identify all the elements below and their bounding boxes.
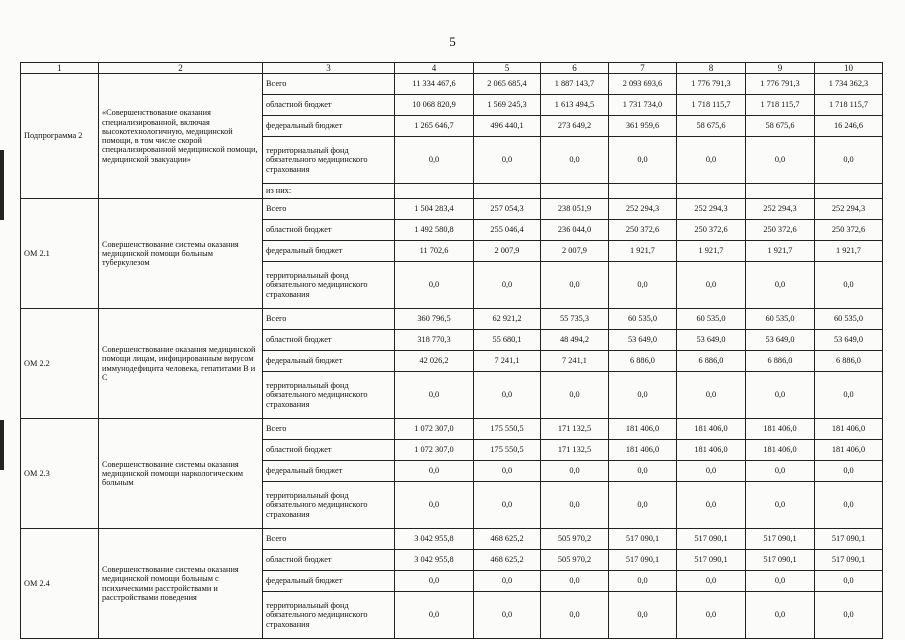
scan-edge-mark [0,420,4,470]
budget-table [20,62,883,639]
page-number: 5 [449,34,456,49]
amount-cell: 0,0 [746,262,815,309]
amount-cell: 0,0 [677,461,746,482]
measure-code: ОМ 2.4 [21,529,99,639]
empty-cell [474,184,541,199]
amount-cell: 0,0 [609,461,677,482]
amount-cell: 58 675,6 [677,116,746,137]
amount-cell: 53 649,0 [746,330,815,351]
amount-cell: 1 731 734,0 [609,95,677,116]
amount-cell: 0,0 [541,262,609,309]
amount-cell: 181 406,0 [815,440,883,461]
amount-cell: 517 090,1 [677,550,746,571]
empty-cell [746,184,815,199]
amount-cell: 252 294,3 [609,199,677,220]
amount-cell: 255 046,4 [474,220,541,241]
amount-cell: 0,0 [677,372,746,419]
column-header: 8 [677,63,746,74]
amount-cell: 0,0 [609,372,677,419]
amount-cell: 0,0 [677,482,746,529]
amount-cell: 181 406,0 [746,419,815,440]
amount-cell: 505 970,2 [541,550,609,571]
amount-cell: 1 072 307,0 [395,440,474,461]
measure-code: ОМ 2.2 [21,309,99,419]
amount-cell: 252 294,3 [677,199,746,220]
column-header: 1 [21,63,99,74]
amount-cell: 2 093 693,6 [609,74,677,95]
amount-cell: 0,0 [815,461,883,482]
amount-cell: 1 776 791,3 [746,74,815,95]
measure-code: Подпрограмма 2 [21,74,99,199]
amount-cell: 0,0 [541,461,609,482]
column-header: 4 [395,63,474,74]
amount-cell: 517 090,1 [677,529,746,550]
amount-cell: 2 065 685,4 [474,74,541,95]
amount-cell: 361 959,6 [609,116,677,137]
amount-cell: 468 625,2 [474,550,541,571]
funding-source: областной бюджет [263,220,395,241]
amount-cell: 0,0 [746,137,815,184]
amount-cell: 1 734 362,3 [815,74,883,95]
amount-cell: 517 090,1 [746,529,815,550]
measure-name: Совершенствование системы оказания медицинской помощи больным туберкулезом [99,199,263,309]
amount-cell: 250 372,6 [677,220,746,241]
amount-cell: 0,0 [474,482,541,529]
amount-cell: 0,0 [541,482,609,529]
amount-cell: 60 535,0 [746,309,815,330]
amount-cell: 0,0 [474,137,541,184]
amount-cell: 1 265 646,7 [395,116,474,137]
scan-edge-mark [0,150,4,220]
amount-cell: 250 372,6 [746,220,815,241]
amount-cell: 1 776 791,3 [677,74,746,95]
amount-cell: 1 921,7 [746,241,815,262]
amount-cell: 11 702,6 [395,241,474,262]
funding-source: территориальный фонд обязательного медицинского страхования [263,137,395,184]
amount-cell: 0,0 [815,137,883,184]
amount-cell: 0,0 [395,592,474,639]
amount-cell: 1 492 580,8 [395,220,474,241]
amount-cell: 11 334 467,6 [395,74,474,95]
amount-cell: 318 770,3 [395,330,474,351]
table-row [21,74,883,95]
amount-cell: 0,0 [541,137,609,184]
amount-cell: 171 132,5 [541,419,609,440]
amount-cell: 0,0 [609,571,677,592]
amount-cell: 0,0 [395,461,474,482]
amount-cell: 3 042 955,8 [395,550,474,571]
amount-cell: 0,0 [609,482,677,529]
empty-cell [541,184,609,199]
amount-cell: 0,0 [474,461,541,482]
amount-cell: 360 796,5 [395,309,474,330]
amount-cell: 252 294,3 [746,199,815,220]
amount-cell: 53 649,0 [609,330,677,351]
empty-cell [677,184,746,199]
amount-cell: 1 569 245,3 [474,95,541,116]
amount-cell: 48 494,2 [541,330,609,351]
amount-cell: 0,0 [815,262,883,309]
amount-cell: 517 090,1 [609,529,677,550]
amount-cell: 6 886,0 [815,351,883,372]
amount-cell: 0,0 [395,372,474,419]
funding-source: Всего [263,419,395,440]
funding-source: федеральный бюджет [263,241,395,262]
amount-cell: 53 649,0 [677,330,746,351]
measure-name: «Совершенствование оказания специализированной, включая высокотехнологичную, медицинской помощи, в том числе скорой специализированной медицинской помощи, медицинской эвакуации» [99,74,263,199]
amount-cell: 250 372,6 [815,220,883,241]
amount-cell: 0,0 [677,571,746,592]
amount-cell: 55 735,3 [541,309,609,330]
measure-code: ОМ 2.3 [21,419,99,529]
amount-cell: 0,0 [746,461,815,482]
amount-cell: 2 007,9 [474,241,541,262]
amount-cell: 236 044,0 [541,220,609,241]
amount-cell: 0,0 [815,592,883,639]
column-header: 5 [474,63,541,74]
amount-cell: 0,0 [474,592,541,639]
funding-source: областной бюджет [263,330,395,351]
column-header: 9 [746,63,815,74]
amount-cell: 0,0 [746,571,815,592]
amount-cell: 1 718 115,7 [746,95,815,116]
amount-cell: 6 886,0 [677,351,746,372]
funding-source: территориальный фонд обязательного медицинского страхования [263,482,395,529]
amount-cell: 42 026,2 [395,351,474,372]
column-header: 10 [815,63,883,74]
funding-source: федеральный бюджет [263,461,395,482]
amount-cell: 181 406,0 [815,419,883,440]
amount-cell: 0,0 [609,592,677,639]
amount-cell: 517 090,1 [609,550,677,571]
measure-name: Совершенствование системы оказания медицинской помощи наркологическим больным [99,419,263,529]
empty-cell [609,184,677,199]
column-header-row [21,63,883,74]
funding-source: областной бюджет [263,550,395,571]
amount-cell: 0,0 [395,571,474,592]
amount-cell: 0,0 [746,482,815,529]
amount-cell: 0,0 [541,592,609,639]
funding-source: территориальный фонд обязательного медицинского страхования [263,262,395,309]
amount-cell: 0,0 [815,372,883,419]
amount-cell: 0,0 [395,262,474,309]
amount-cell: 1 921,7 [609,241,677,262]
amount-cell: 60 535,0 [677,309,746,330]
amount-cell: 53 649,0 [815,330,883,351]
amount-cell: 2 007,9 [541,241,609,262]
amount-cell: 505 970,2 [541,529,609,550]
amount-cell: 238 051,9 [541,199,609,220]
measure-name: Совершенствование системы оказания медицинской помощи больным с психическими расстройствами и расстройствами поведения [99,529,263,639]
funding-source: Всего [263,199,395,220]
amount-cell: 0,0 [395,482,474,529]
column-header: 3 [263,63,395,74]
amount-cell: 496 440,1 [474,116,541,137]
empty-cell [815,184,883,199]
amount-cell: 0,0 [609,262,677,309]
funding-source: федеральный бюджет [263,571,395,592]
amount-cell: 6 886,0 [746,351,815,372]
amount-cell: 1 504 283,4 [395,199,474,220]
amount-cell: 10 068 820,9 [395,95,474,116]
amount-cell: 55 680,1 [474,330,541,351]
amount-cell: 1 921,7 [815,241,883,262]
sub-label: из них: [263,184,395,199]
amount-cell: 252 294,3 [815,199,883,220]
amount-cell: 0,0 [677,137,746,184]
funding-source: Всего [263,529,395,550]
funding-source: территориальный фонд обязательного медицинского страхования [263,372,395,419]
amount-cell: 6 886,0 [609,351,677,372]
amount-cell: 1 613 494,5 [541,95,609,116]
amount-cell: 7 241,1 [541,351,609,372]
amount-cell: 1 072 307,0 [395,419,474,440]
amount-cell: 468 625,2 [474,529,541,550]
amount-cell: 58 675,6 [746,116,815,137]
funding-source: федеральный бюджет [263,351,395,372]
empty-cell [395,184,474,199]
amount-cell: 0,0 [395,137,474,184]
amount-cell: 0,0 [746,372,815,419]
amount-cell: 1 718 115,7 [815,95,883,116]
funding-source: областной бюджет [263,95,395,116]
amount-cell: 0,0 [677,262,746,309]
amount-cell: 517 090,1 [815,529,883,550]
amount-cell: 175 550,5 [474,440,541,461]
amount-cell: 250 372,6 [609,220,677,241]
amount-cell: 1 921,7 [677,241,746,262]
table-row [21,199,883,220]
measure-name: Совершенствование оказания медицинской помощи лицам, инфицированным вирусом иммунодефицита человека, гепатитами В и С [99,309,263,419]
amount-cell: 0,0 [474,372,541,419]
amount-cell: 60 535,0 [609,309,677,330]
amount-cell: 7 241,1 [474,351,541,372]
amount-cell: 60 535,0 [815,309,883,330]
funding-source: областной бюджет [263,440,395,461]
amount-cell: 16 246,6 [815,116,883,137]
amount-cell: 1 887 143,7 [541,74,609,95]
amount-cell: 0,0 [541,571,609,592]
amount-cell: 273 649,2 [541,116,609,137]
amount-cell: 1 718 115,7 [677,95,746,116]
table-row [21,529,883,550]
column-header: 2 [99,63,263,74]
amount-cell: 0,0 [746,592,815,639]
amount-cell: 0,0 [815,482,883,529]
measure-code: ОМ 2.1 [21,199,99,309]
amount-cell: 0,0 [474,262,541,309]
funding-source: Всего [263,74,395,95]
amount-cell: 257 054,3 [474,199,541,220]
amount-cell: 517 090,1 [815,550,883,571]
funding-source: федеральный бюджет [263,116,395,137]
amount-cell: 3 042 955,8 [395,529,474,550]
amount-cell: 0,0 [541,372,609,419]
funding-source: Всего [263,309,395,330]
amount-cell: 181 406,0 [677,419,746,440]
amount-cell: 171 132,5 [541,440,609,461]
amount-cell: 62 921,2 [474,309,541,330]
amount-cell: 0,0 [815,571,883,592]
amount-cell: 0,0 [609,137,677,184]
funding-source: территориальный фонд обязательного медицинского страхования [263,592,395,639]
column-header: 6 [541,63,609,74]
amount-cell: 181 406,0 [677,440,746,461]
amount-cell: 181 406,0 [609,440,677,461]
table-row [21,309,883,330]
amount-cell: 181 406,0 [609,419,677,440]
amount-cell: 0,0 [474,571,541,592]
table-row [21,419,883,440]
column-header: 7 [609,63,677,74]
amount-cell: 181 406,0 [746,440,815,461]
amount-cell: 175 550,5 [474,419,541,440]
amount-cell: 0,0 [677,592,746,639]
amount-cell: 517 090,1 [746,550,815,571]
